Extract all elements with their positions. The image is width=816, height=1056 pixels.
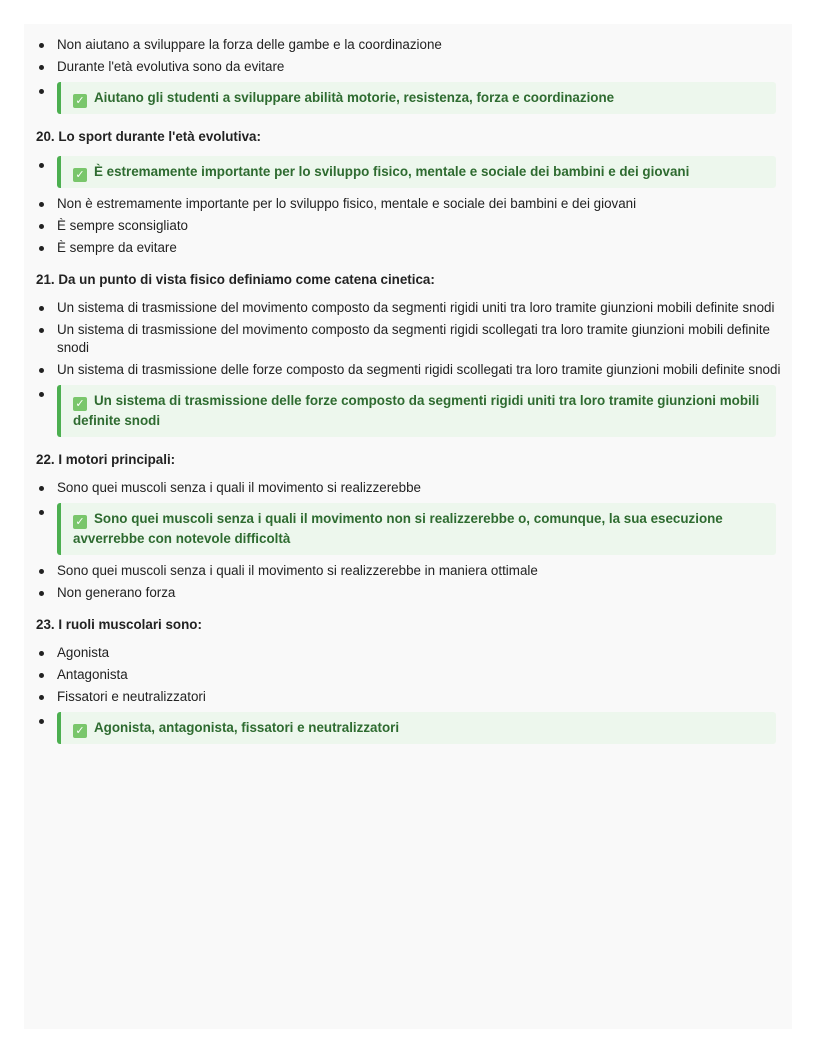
correct-option-item	[24, 82, 792, 114]
question-title: 23. I ruoli muscolari sono:	[36, 617, 202, 632]
option-item: Durante l'età evolutiva sono da evitare	[24, 58, 792, 76]
option-item: Non è estremamente importante per lo sviluppo fisico, mentale e sociale dei bambini e dei giovani	[24, 195, 792, 213]
correct-option-item	[24, 385, 792, 437]
option-item: Non aiutano a sviluppare la forza delle gambe e la coordinazione	[24, 36, 792, 54]
option-list-23	[24, 644, 792, 744]
correct-option-item	[24, 156, 792, 188]
correct-answer-box: ✓ È estremamente importante per lo sviluppo fisico, mentale e sociale dei bambini e dei giovani	[57, 156, 776, 188]
check-box-icon: ✓	[73, 397, 87, 411]
option-item: Antagonista	[24, 666, 792, 684]
option-item: È sempre da evitare	[24, 239, 792, 257]
question-title: 22. I motori principali:	[36, 452, 176, 467]
option-list-19	[24, 36, 792, 114]
option-item: Non generano forza	[24, 584, 792, 602]
correct-answer-box: ✓ Un sistema di trasmissione delle forze composto da segmenti rigidi uniti tra loro tramite giunzioni mobili definite snodi	[57, 385, 776, 437]
correct-option-item	[24, 503, 792, 555]
check-box-icon: ✓	[73, 724, 87, 738]
check-box-icon: ✓	[73, 168, 87, 182]
check-box-icon: ✓	[73, 94, 87, 108]
quiz-content	[24, 36, 792, 751]
correct-option-item	[24, 712, 792, 744]
option-list-20	[24, 156, 792, 257]
correct-answer-box: ✓ Aiutano gli studenti a sviluppare abilità motorie, resistenza, forza e coordinazione	[57, 82, 776, 114]
option-item: Fissatori e neutralizzatori	[24, 688, 792, 706]
quiz-page	[24, 24, 792, 1029]
check-box-icon: ✓	[73, 515, 87, 529]
option-item: Un sistema di trasmissione del movimento composto da segmenti rigidi uniti tra loro tramite giunzioni mobili definite snodi	[24, 299, 792, 317]
option-item: Agonista	[24, 644, 792, 662]
option-list-22	[24, 479, 792, 602]
option-item: Sono quei muscoli senza i quali il movimento si realizzerebbe in maniera ottimale	[24, 562, 792, 580]
correct-answer-box: ✓ Agonista, antagonista, fissatori e neutralizzatori	[57, 712, 776, 744]
option-list-21	[24, 299, 792, 437]
option-item: Un sistema di trasmissione delle forze composto da segmenti rigidi scollegati tra loro tramite giunzioni mobili definite snodi	[24, 361, 792, 379]
question-title: 20. Lo sport durante l'età evolutiva:	[36, 129, 261, 144]
option-item: Un sistema di trasmissione del movimento composto da segmenti rigidi scollegati tra loro tramite giunzioni mobili definite snodi	[24, 321, 792, 357]
correct-answer-box: ✓ Sono quei muscoli senza i quali il movimento non si realizzerebbe o, comunque, la sua esecuzione avverrebbe con notevole difficoltà	[57, 503, 776, 555]
question-title: 21. Da un punto di vista fisico definiamo come catena cinetica:	[36, 272, 435, 287]
option-item: È sempre sconsigliato	[24, 217, 792, 235]
option-item: Sono quei muscoli senza i quali il movimento si realizzerebbe	[24, 479, 792, 497]
